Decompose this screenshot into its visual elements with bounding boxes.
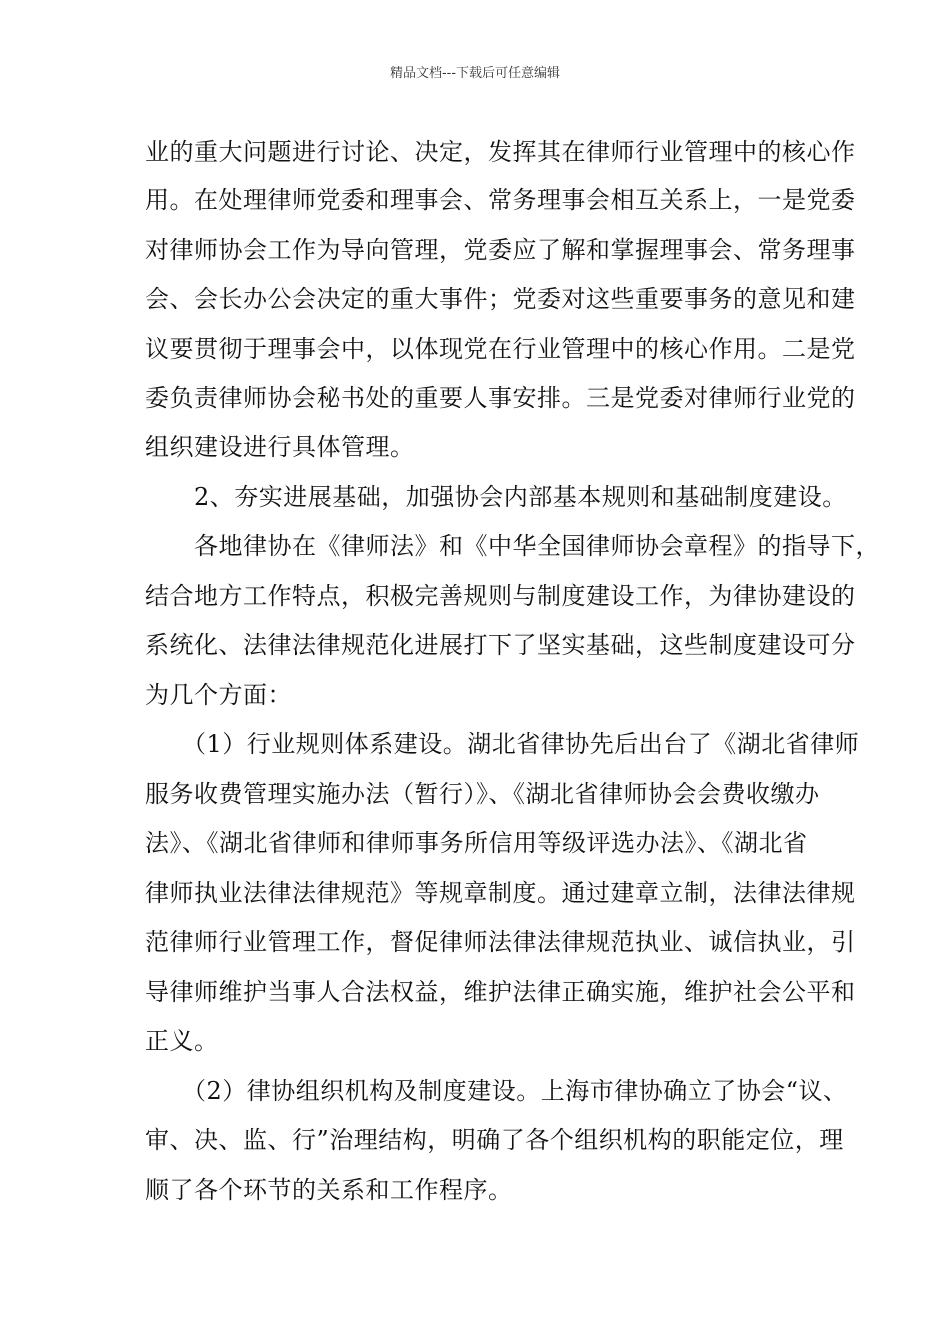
text-line: 用。在处理律师党委和理事会、常务理事会相互关系上，一是党委 (145, 186, 856, 214)
text-line: 为几个方面： (145, 681, 292, 709)
text-line: 业的重大问题进行讨论、决定，发挥其在律师行业管理中的核心作 (145, 138, 856, 166)
text-line: 议要贯彻于理事会中，以体现党在行业管理中的核心作用。二是党 (145, 335, 856, 363)
text-line: 系统化、法律法律规范化进展打下了坚实基础，这些制度建设可分 (145, 631, 856, 659)
text-line: 组织建设进行具体管理。 (145, 433, 415, 461)
text-line: （2）律协组织机构及制度建设。上海市律协确立了协会“议、 (145, 1077, 848, 1105)
text-line: 各地律协在《律师法》和《中华全国律师协会章程》的指导下， (145, 532, 880, 560)
text-line: 服务收费管理实施办法（暂行）》、《湖北省律师协会会费收缴办 (145, 780, 820, 808)
text-line: 顺了各个环节的关系和工作程序。 (145, 1176, 513, 1204)
text-line: 结合地方工作特点，积极完善规则与制度建设工作，为律协建设的 (145, 582, 856, 610)
text-line: 律师执业法律法律规范》等规章制度。通过建章立制，法律法律规 (145, 879, 856, 907)
text-line: 会、会长办公会决定的重大事件；党委对这些重要事务的意见和建 (145, 285, 856, 313)
text-line: （1）行业规则体系建设。湖北省律协先后出台了《湖北省律师 (145, 730, 860, 758)
text-line: 正义。 (145, 1027, 219, 1055)
page-header: 精品文档---下载后可任意编辑 (389, 66, 561, 81)
text-line: 委负责律师协会秘书处的重要人事安排。三是党委对律师行业党的 (145, 384, 856, 412)
text-line: 审、决、监、行”治理结构，明确了各个组织机构的职能定位，理 (145, 1126, 844, 1154)
text-line: 对律师协会工作为导向管理，党委应了解和掌握理事会、常务理事 (145, 236, 856, 264)
heading-line: 2、夯实进展基础，加强协会内部基本规则和基础制度建设。 (145, 483, 847, 511)
text-line: 法》、《湖北省律师和律师事务所信用等级评选办法》、《湖北省 (145, 829, 808, 857)
text-line: 导律师维护当事人合法权益，维护法律正确实施，维护社会公平和 (145, 978, 856, 1006)
text-line: 范律师行业管理工作，督促律师法律法律规范执业、诚信执业，引 (145, 928, 856, 956)
